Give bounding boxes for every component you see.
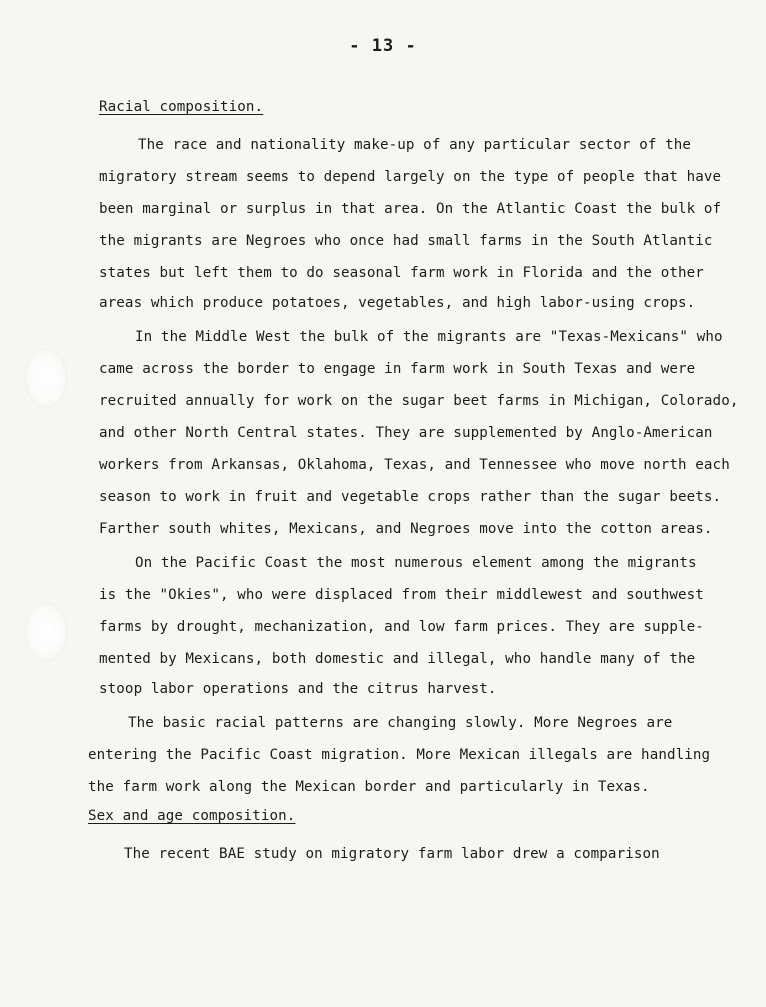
punch-hole-upper [26,350,66,406]
paragraph-line: mented by Mexicans, both domestic and illegal, who handle many of the [99,651,696,667]
paragraph-line: and other North Central states. They are supplemented by Anglo-American [99,425,713,441]
paragraph-line: season to work in fruit and vegetable crops rather than the sugar beets. [99,489,722,505]
paragraph-line: the migrants are Negroes who once had small farms in the South Atlantic [99,233,713,249]
paragraph-line: been marginal or surplus in that area. On the Atlantic Coast the bulk of [99,201,722,217]
paragraph-line: farms by drought, mechanization, and low farm prices. They are supple- [99,619,704,635]
paragraph-line: In the Middle West the bulk of the migrants are "Texas-Mexicans" who [135,329,723,345]
paragraph-line: the farm work along the Mexican border and particularly in Texas. [88,779,650,795]
section-heading-racial-composition: Racial composition. [99,99,264,115]
paragraph-line: stoop labor operations and the citrus harvest. [99,681,497,697]
paragraph-line: is the "Okies", who were displaced from their middlewest and southwest [99,587,704,603]
paragraph-line: recruited annually for work on the sugar beet farms in Michigan, Colorado, [99,393,739,409]
paragraph-line: The race and nationality make-up of any particular sector of the [138,137,692,153]
paragraph-line: areas which produce potatoes, vegetables, and high labor-using crops. [99,295,696,311]
paragraph-line: The recent BAE study on migratory farm labor drew a comparison [124,846,660,862]
section-heading-sex-and-age-composition: Sex and age composition. [88,808,296,824]
paragraph-line: states but left them to do seasonal farm work in Florida and the other [99,265,704,281]
page-number: - 13 - [349,36,417,56]
punch-hole-lower [26,604,66,660]
paragraph-line: entering the Pacific Coast migration. More Mexican illegals are handling [88,747,711,763]
paragraph-line: came across the border to engage in farm work in South Texas and were [99,361,696,377]
paragraph-line: workers from Arkansas, Oklahoma, Texas, and Tennessee who move north each [99,457,730,473]
paragraph-line: Farther south whites, Mexicans, and Negroes move into the cotton areas. [99,521,713,537]
paragraph-line: migratory stream seems to depend largely on the type of people that have [99,169,722,185]
paragraph-line: On the Pacific Coast the most numerous element among the migrants [135,555,697,571]
paragraph-line: The basic racial patterns are changing slowly. More Negroes are [128,715,673,731]
